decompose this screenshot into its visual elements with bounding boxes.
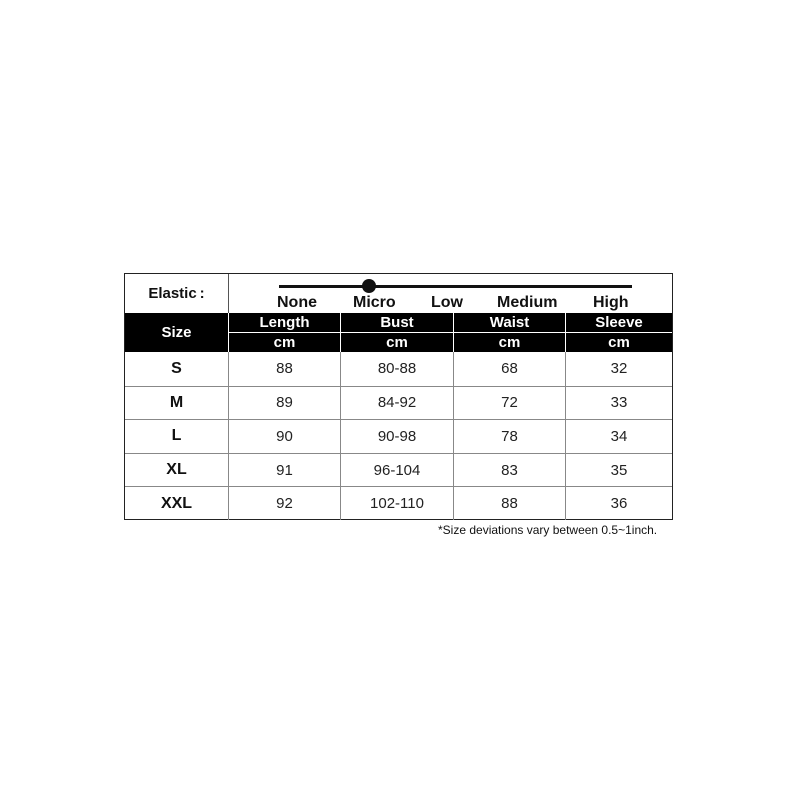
table-header xyxy=(125,313,672,352)
cell-bust: 102-110 xyxy=(370,495,424,513)
table-row xyxy=(125,453,672,487)
cell-size: XXL xyxy=(160,494,193,512)
header-bust-unit: cm xyxy=(386,334,408,351)
header-bust: Bust xyxy=(380,314,414,331)
cell-size: M xyxy=(169,393,184,411)
cell-size: L xyxy=(171,427,182,445)
cell-waist: 83 xyxy=(501,461,518,479)
divider xyxy=(228,274,229,313)
table-row xyxy=(125,386,672,420)
cell-length: 91 xyxy=(276,461,293,479)
cell-sleeve: 35 xyxy=(610,461,628,479)
header-waist: Waist xyxy=(489,314,530,331)
cell-bust: 96-104 xyxy=(373,461,421,479)
cell-waist: 88 xyxy=(501,495,518,513)
cell-sleeve: 33 xyxy=(610,394,628,412)
size-chart xyxy=(124,273,673,520)
elastic-track xyxy=(279,285,632,288)
header-waist-unit: cm xyxy=(498,334,521,351)
elastic-level-micro: Micro xyxy=(353,294,396,311)
cell-sleeve: 32 xyxy=(610,360,628,378)
table-row xyxy=(125,352,672,386)
header-sleeve: Sleeve xyxy=(595,314,643,331)
table-row xyxy=(125,419,672,453)
header-length: Length xyxy=(259,314,310,331)
elastic-scale xyxy=(125,274,672,313)
cell-length: 88 xyxy=(276,360,293,378)
elastic-level-none: None xyxy=(277,294,317,311)
cell-size: XL xyxy=(166,461,187,479)
cell-bust: 80-88 xyxy=(377,360,417,378)
elastic-level-medium: Medium xyxy=(497,294,558,311)
cell-length: 92 xyxy=(276,495,293,513)
elastic-level-high: High xyxy=(593,294,629,311)
cell-length: 90 xyxy=(276,427,293,445)
cell-waist: 78 xyxy=(501,427,518,445)
cell-sleeve: 36 xyxy=(610,495,628,513)
cell-sleeve: 34 xyxy=(610,427,628,445)
elastic-label: Elastic : xyxy=(148,285,205,302)
cell-waist: 72 xyxy=(501,394,518,412)
header-size: Size xyxy=(161,324,192,341)
elastic-level-low: Low xyxy=(431,294,463,311)
table-row xyxy=(125,486,672,520)
cell-size: S xyxy=(171,359,182,377)
cell-bust: 84-92 xyxy=(377,394,417,412)
cell-length: 89 xyxy=(276,394,293,412)
elastic-indicator-dot xyxy=(362,279,376,293)
cell-bust: 90-98 xyxy=(377,427,417,445)
header-sleeve-unit: cm xyxy=(608,334,630,351)
size-deviation-note: *Size deviations vary between 0.5~1inch. xyxy=(438,523,658,537)
table-body xyxy=(125,352,672,520)
header-length-unit: cm xyxy=(273,334,296,351)
cell-waist: 68 xyxy=(501,360,518,378)
